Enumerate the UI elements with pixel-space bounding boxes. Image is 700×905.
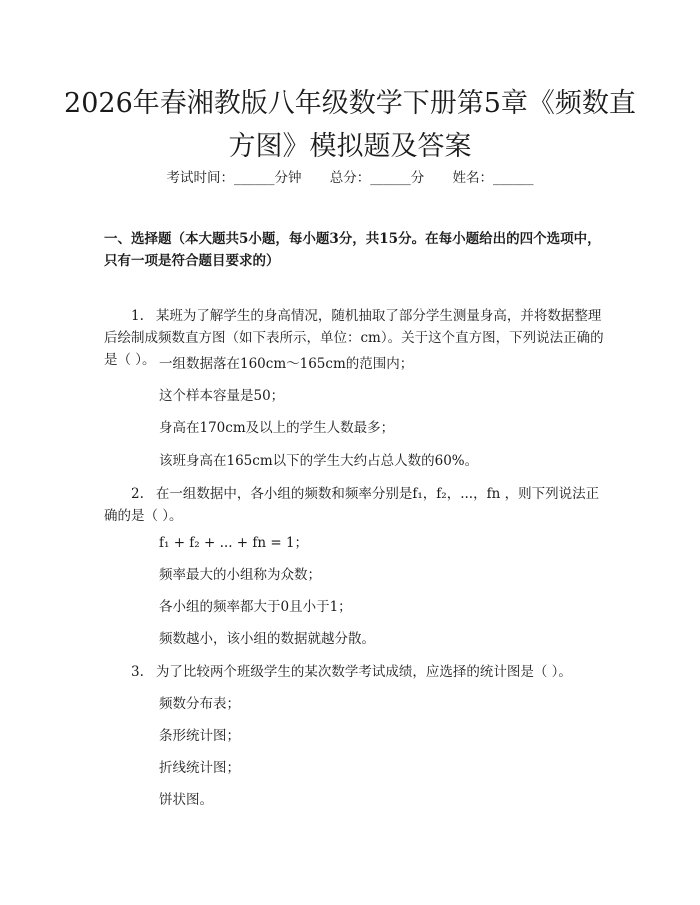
- question-1-option-b: 这个样本容量是50；: [159, 388, 285, 404]
- section-heading-multiple-choice: 一、选择题（本大题共5小题，每小题3分，共15分。在每小题给出的四个选项中，只有一项是符合题目要求的）: [104, 231, 601, 269]
- question-3-option-c: 折线统计图；: [159, 760, 240, 776]
- question-text: 在一组数据中，各小组的频数和频率分别是f₁，f₂，...，fn ，则下列说法正确的是（ ）。: [104, 486, 600, 524]
- question-3-option-b: 条形统计图；: [159, 728, 240, 744]
- question-number: 1.: [131, 308, 144, 324]
- question-2-option-b: 频率最大的小组称为众数；: [159, 567, 321, 583]
- question-1-option-d: 该班身高在165cm以下的学生大约占总人数的60%。: [159, 453, 479, 469]
- question-2-option-d: 频数越小，该小组的数据就越分散。: [159, 631, 375, 647]
- question-3-option-d: 饼状图。: [159, 792, 213, 808]
- document-title: 2026年春湘教版八年级数学下册第5章《频数直方图》模拟题及答案: [64, 88, 636, 162]
- student-name-field: 姓名：______: [452, 170, 534, 186]
- question-1-option-a: 一组数据落在160cm～165cm的范围内；: [159, 356, 414, 372]
- question-3-stem: [104, 661, 604, 683]
- exam-info-line: [0, 168, 700, 188]
- question-2-option-a: f₁ + f₂ + ... + fn = 1；: [159, 535, 309, 551]
- question-text: 某班为了解学生的身高情况，随机抽取了部分学生测量身高，并将数据整理后绘制成频数直方图（如下表所示，单位：cm）。关于这个直方图，下列说法正确的是（ ）。: [104, 308, 604, 368]
- question-2-stem: [104, 483, 604, 527]
- total-score-field: 总分：______分: [329, 170, 425, 186]
- question-number: 2.: [131, 486, 144, 502]
- question-text: 为了比较两个班级学生的某次数学考试成绩，应选择的统计图是（ ）。: [155, 664, 572, 680]
- question-1-option-c: 身高在170cm及以上的学生人数最多；: [159, 420, 395, 436]
- question-number: 3.: [131, 664, 144, 680]
- question-3-option-a: 频数分布表；: [159, 696, 240, 712]
- question-2-option-c: 各小组的频率都大于0且小于1；: [159, 599, 352, 615]
- exam-time-field: 考试时间：______分钟: [166, 170, 302, 186]
